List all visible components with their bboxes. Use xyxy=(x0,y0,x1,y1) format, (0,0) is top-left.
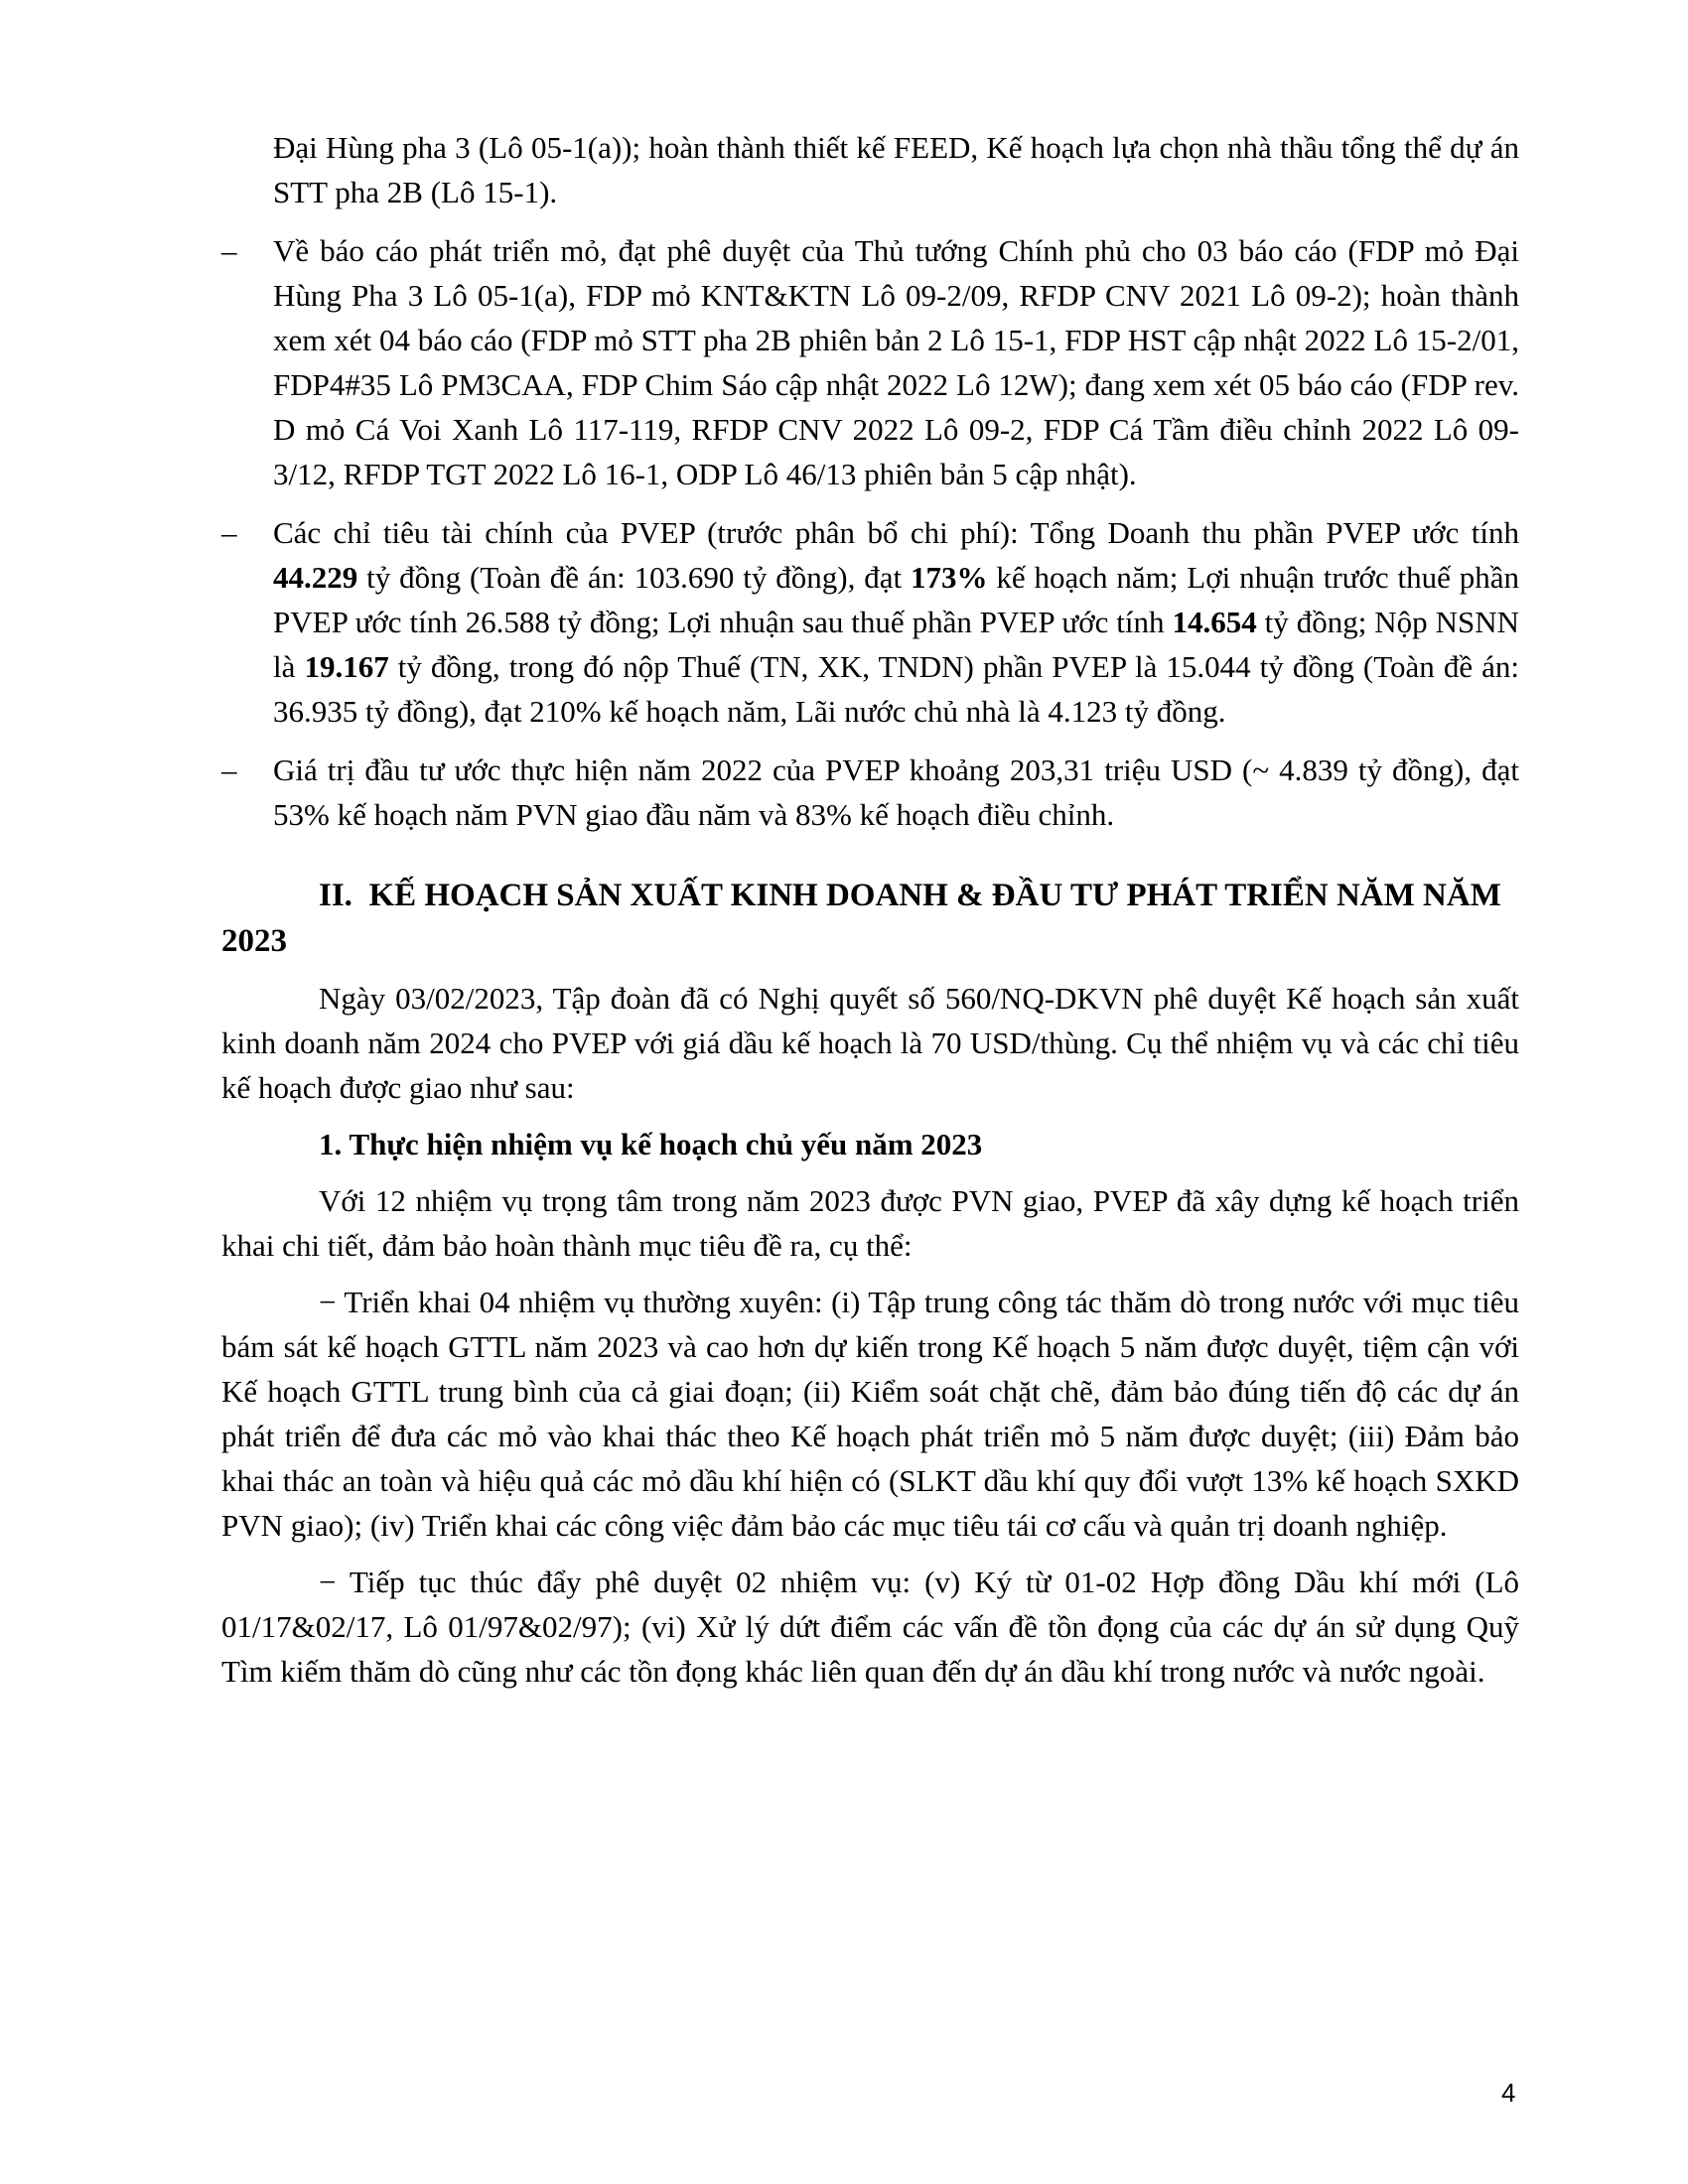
text-run: tỷ đồng, trong đó nộp Thuế (TN, XK, TNDN) phần PVEP là 15.044 tỷ đồng (Toàn đề án: 36.935 tỷ đồng), đạt 210% kế hoạch năm, Lãi nước chủ nhà là 4.123 tỷ đồng. xyxy=(273,649,1519,729)
section-heading xyxy=(221,873,1519,964)
text-run: tỷ đồng (Toàn đề án: 103.690 tỷ đồng), đạt xyxy=(357,560,911,595)
section-number: II. xyxy=(319,878,352,913)
body-paragraph: − Tiếp tục thúc đẩy phê duyệt 02 nhiệm vụ: (v) Ký từ 01-02 Hợp đồng Dầu khí mới (Lô 01/17&02/17, Lô 01/97&02/97); (vi) Xử lý dứt điểm các vấn đề tồn đọng của các dự án sử dụng Quỹ Tìm kiếm thăm dò cũng như các tồn đọng khác liên quan đến dự án dầu khí trong nước và nước ngoài. xyxy=(221,1565,1519,1689)
text-run: tỷ đồng; Nộp NSNN là xyxy=(273,605,1519,684)
body-paragraph: − Triển khai 04 nhiệm vụ thường xuyên: (i) Tập trung công tác thăm dò trong nước với mục tiêu bám sát kế hoạch GTTL năm 2023 và cao hơn dự kiến trong Kế hoạch 5 năm được duyệt, tiệm cận với Kế hoạch GTTL trung bình của cả giai đoạn; (ii) Kiểm soát chặt chẽ, đảm bảo đúng tiến độ các dự án phát triển để đưa các mỏ vào khai thác theo Kế hoạch phát triển mỏ 5 năm được duyệt; (iii) Đảm bảo khai thác an toàn và hiệu quả các mỏ dầu khí hiện có (SLKT dầu khí quy đổi vượt 13% kế hoạch SXKD PVN giao); (iv) Triển khai các công việc đảm bảo các mục tiêu tái cơ cấu và quản trị doanh nghiệp. xyxy=(221,1285,1519,1543)
bullet-text: Giá trị đầu tư ước thực hiện năm 2022 của PVEP khoảng 203,31 triệu USD (~ 4.839 tỷ đồng), đạt 53% kế hoạch năm PVN giao đầu năm và 83% kế hoạch điều chỉnh. xyxy=(273,752,1519,832)
bullet-text: Về báo cáo phát triển mỏ, đạt phê duyệt của Thủ tướng Chính phủ cho 03 báo cáo (FDP mỏ Đại Hùng Pha 3 Lô 05-1(a), FDP mỏ KNT&KTN Lô 09-2/09, RFDP CNV 2021 Lô 09-2); hoàn thành xem xét 04 báo cáo (FDP mỏ STT pha 2B phiên bản 2 Lô 15-1, FDP HST cập nhật 2022 Lô 15-2/01, FDP4#35 Lô PM3CAA, FDP Chim Sáo cập nhật 2022 Lô 12W); đang xem xét 05 báo cáo (FDP rev. D mỏ Cá Voi Xanh Lô 117-119, RFDP CNV 2022 Lô 09-2, FDP Cá Tầm điều chỉnh 2022 Lô 09-3/12, RFDP TGT 2022 Lô 16-1, ODP Lô 46/13 phiên bản 5 cập nhật). xyxy=(273,233,1519,491)
body-paragraph: Với 12 nhiệm vụ trọng tâm trong năm 2023 được PVN giao, PVEP đã xây dựng kế hoạch triển khai chi tiết, đảm bảo hoàn thành mục tiêu đề ra, cụ thể: xyxy=(221,1183,1519,1263)
document-page xyxy=(221,125,1519,1694)
bold-value: 173% xyxy=(910,560,988,595)
text-run: kế hoạch năm; Lợi nhuận trước thuế phần PVEP ước tính 26.588 tỷ đồng; Lợi nhuận sau thuế phần PVEP ước tính xyxy=(273,560,1519,639)
bullet-dash: – xyxy=(221,515,237,550)
bullet-item xyxy=(221,228,1519,496)
continuation-paragraph: Đại Hùng pha 3 (Lô 05-1(a)); hoàn thành thiết kế FEED, Kế hoạch lựa chọn nhà thầu tổng thể dự án STT pha 2B (Lô 15-1). xyxy=(273,130,1519,209)
subsection-heading: 1. Thực hiện nhiệm vụ kế hoạch chủ yếu năm 2023 xyxy=(319,1127,983,1161)
bullet-text xyxy=(273,510,1519,734)
bold-value: 19.167 xyxy=(304,649,389,684)
bold-value: 14.654 xyxy=(1172,605,1257,639)
bullet-item xyxy=(221,510,1519,734)
bullet-item xyxy=(221,748,1519,837)
bold-value: 44.229 xyxy=(273,560,358,595)
page-number: 4 xyxy=(1501,2078,1516,2108)
bullet-dash: – xyxy=(221,233,237,268)
bullet-dash: – xyxy=(221,752,237,787)
text-run: Các chỉ tiêu tài chính của PVEP (trước phân bổ chi phí): Tổng Doanh thu phần PVEP ước tính xyxy=(273,515,1519,550)
intro-paragraph: Ngày 03/02/2023, Tập đoàn đã có Nghị quyết số 560/NQ-DKVN phê duyệt Kế hoạch sản xuất kinh doanh năm 2024 cho PVEP với giá dầu kế hoạch là 70 USD/thùng. Cụ thể nhiệm vụ và các chỉ tiêu kế hoạch được giao như sau: xyxy=(221,981,1519,1105)
section-title: KẾ HOẠCH SẢN XUẤT KINH DOANH & ĐẦU TƯ PHÁT TRIỂN NĂM NĂM 2023 xyxy=(221,878,1501,959)
